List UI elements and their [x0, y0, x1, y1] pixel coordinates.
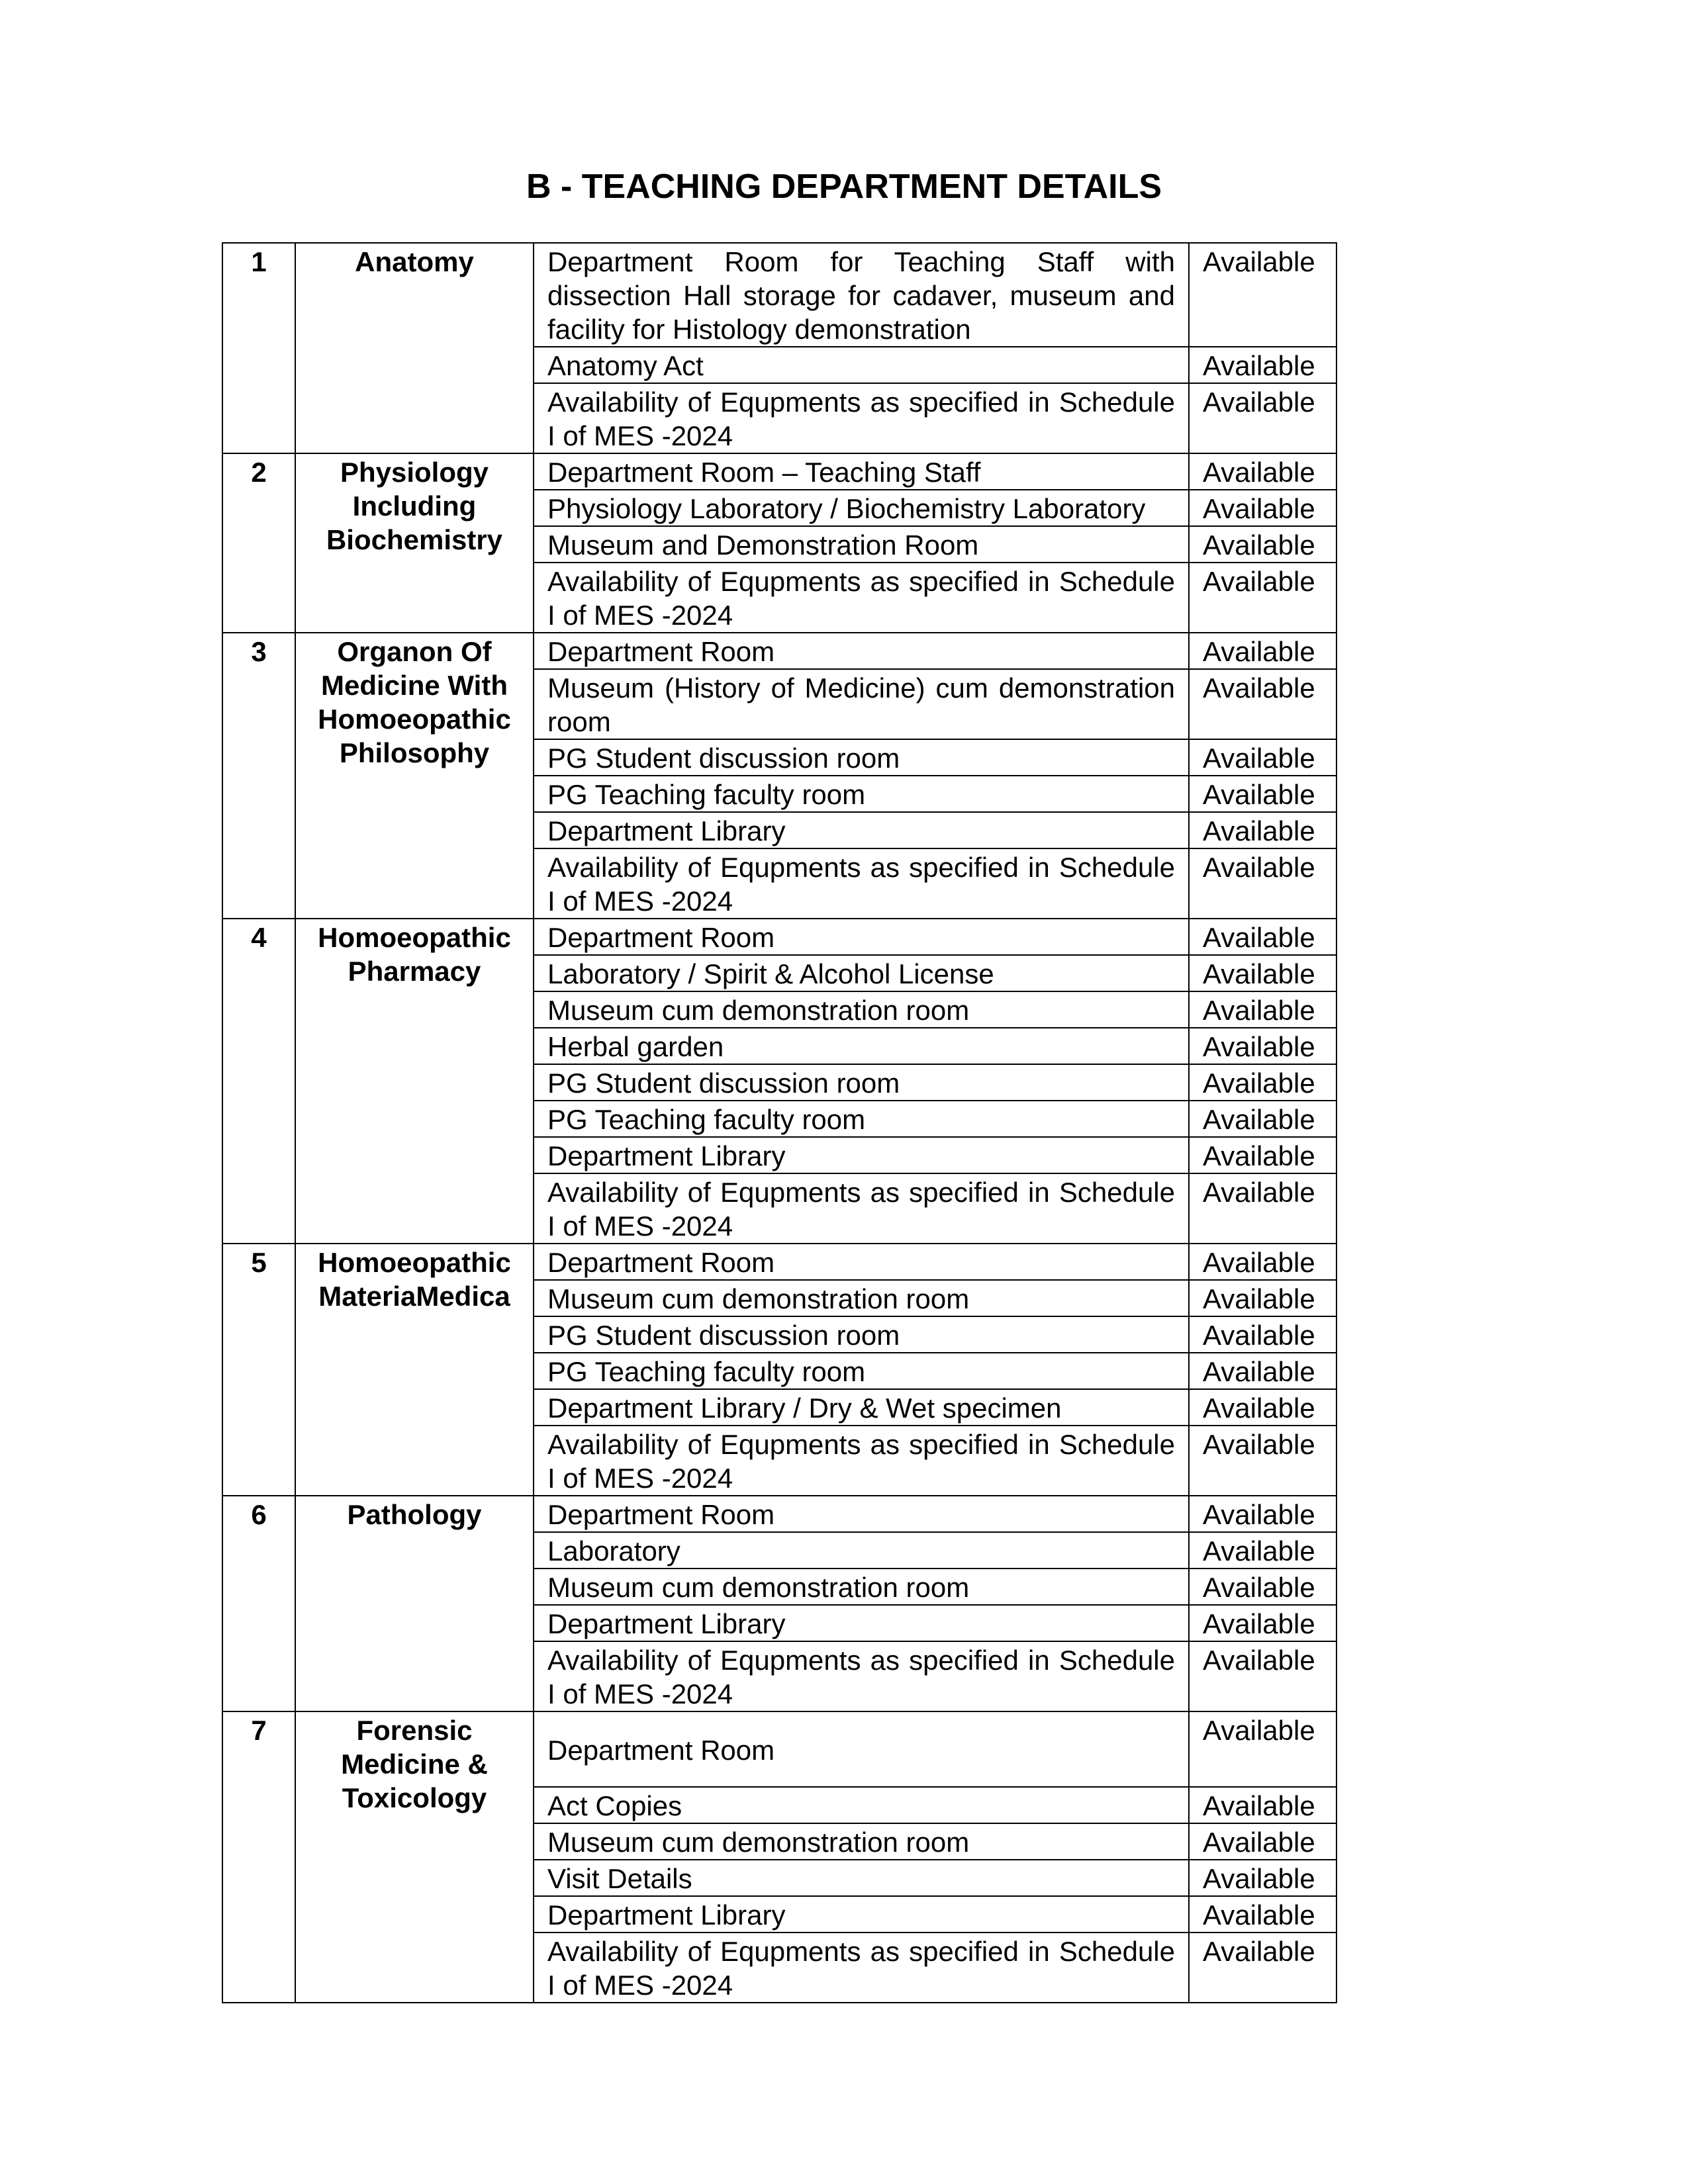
- availability-status: Available: [1189, 563, 1336, 633]
- availability-status: Available: [1189, 1496, 1336, 1532]
- department-name: Forensic Medicine & Toxicology: [295, 1711, 534, 2003]
- facility-item: Museum cum demonstration room: [534, 1280, 1189, 1316]
- department-name: Organon Of Medicine With Homoeopathic Philosophy: [295, 633, 534, 919]
- availability-status: Available: [1189, 1641, 1336, 1711]
- availability-status: Available: [1189, 1173, 1336, 1244]
- availability-status: Available: [1189, 1896, 1336, 1933]
- department-number: 3: [222, 633, 295, 919]
- facility-item: Department Room – Teaching Staff: [534, 453, 1189, 490]
- availability-status: Available: [1189, 1316, 1336, 1353]
- facility-item: Department Library: [534, 1137, 1189, 1173]
- availability-status: Available: [1189, 633, 1336, 669]
- facility-item: Availability of Equpments as specified in Schedule I of MES -2024: [534, 563, 1189, 633]
- facility-item: PG Student discussion room: [534, 1064, 1189, 1101]
- availability-status: Available: [1189, 453, 1336, 490]
- availability-status: Available: [1189, 1426, 1336, 1496]
- department-number: 1: [222, 243, 295, 453]
- facility-item: Visit Details: [534, 1860, 1189, 1896]
- availability-status: Available: [1189, 812, 1336, 848]
- availability-status: Available: [1189, 1787, 1336, 1823]
- availability-status: Available: [1189, 776, 1336, 812]
- table-row: [222, 1244, 1336, 1280]
- availability-status: Available: [1189, 1244, 1336, 1280]
- facility-item: Physiology Laboratory / Biochemistry Laboratory: [534, 490, 1189, 526]
- availability-status: Available: [1189, 739, 1336, 776]
- availability-status: Available: [1189, 347, 1336, 383]
- table-row: [222, 453, 1336, 490]
- facility-item: Department Room: [534, 1496, 1189, 1532]
- department-name: Anatomy: [295, 243, 534, 453]
- availability-status: Available: [1189, 490, 1336, 526]
- department-name: Homoeopathic MateriaMedica: [295, 1244, 534, 1496]
- facility-item: PG Student discussion room: [534, 739, 1189, 776]
- department-number: 6: [222, 1496, 295, 1711]
- availability-status: Available: [1189, 243, 1336, 347]
- facility-item: Availability of Equpments as specified in Schedule I of MES -2024: [534, 383, 1189, 453]
- availability-status: Available: [1189, 1101, 1336, 1137]
- facility-item: Department Room: [534, 1711, 1189, 1787]
- availability-status: Available: [1189, 1028, 1336, 1064]
- table-row: [222, 1711, 1336, 1787]
- availability-status: Available: [1189, 1353, 1336, 1389]
- availability-status: Available: [1189, 1064, 1336, 1101]
- availability-status: Available: [1189, 1280, 1336, 1316]
- table-row: [222, 633, 1336, 669]
- department-name: Pathology: [295, 1496, 534, 1711]
- department-name: Homoeopathic Pharmacy: [295, 919, 534, 1244]
- facility-item: Laboratory / Spirit & Alcohol License: [534, 955, 1189, 991]
- facility-item: Department Library / Dry & Wet specimen: [534, 1389, 1189, 1426]
- facility-item: Department Library: [534, 1605, 1189, 1641]
- department-number: 7: [222, 1711, 295, 2003]
- department-number: 4: [222, 919, 295, 1244]
- availability-status: Available: [1189, 1605, 1336, 1641]
- facility-item: Availability of Equpments as specified in Schedule I of MES -2024: [534, 1173, 1189, 1244]
- facility-item: Laboratory: [534, 1532, 1189, 1569]
- facility-item: PG Teaching faculty room: [534, 1101, 1189, 1137]
- table-row: [222, 919, 1336, 955]
- facility-item: Department Library: [534, 812, 1189, 848]
- facility-item: PG Teaching faculty room: [534, 1353, 1189, 1389]
- facility-item: Availability of Equpments as specified in Schedule I of MES -2024: [534, 1933, 1189, 2003]
- facility-item: Availability of Equpments as specified in Schedule I of MES -2024: [534, 848, 1189, 919]
- facility-item: Department Library: [534, 1896, 1189, 1933]
- facility-item: Museum cum demonstration room: [534, 1823, 1189, 1860]
- availability-status: Available: [1189, 1933, 1336, 2003]
- facility-item: Museum cum demonstration room: [534, 1569, 1189, 1605]
- facility-item: Anatomy Act: [534, 347, 1189, 383]
- facility-item: Department Room: [534, 633, 1189, 669]
- facility-item: Museum and Demonstration Room: [534, 526, 1189, 563]
- availability-status: Available: [1189, 848, 1336, 919]
- facility-item: Museum (History of Medicine) cum demonstration room: [534, 669, 1189, 739]
- department-number: 2: [222, 453, 295, 633]
- facility-item: Department Room: [534, 919, 1189, 955]
- availability-status: Available: [1189, 955, 1336, 991]
- facility-item: Department Room for Teaching Staff with dissection Hall storage for cadaver, museum and facility for Histology demonstration: [534, 243, 1189, 347]
- availability-status: Available: [1189, 383, 1336, 453]
- department-name: Physiology Including Biochemistry: [295, 453, 534, 633]
- facility-item: Availability of Equpments as specified in Schedule I of MES -2024: [534, 1426, 1189, 1496]
- availability-status: Available: [1189, 1389, 1336, 1426]
- facility-item: Act Copies: [534, 1787, 1189, 1823]
- availability-status: Available: [1189, 991, 1336, 1028]
- facility-item: Department Room: [534, 1244, 1189, 1280]
- availability-status: Available: [1189, 919, 1336, 955]
- availability-status: Available: [1189, 669, 1336, 739]
- availability-status: Available: [1189, 1137, 1336, 1173]
- availability-status: Available: [1189, 526, 1336, 563]
- facility-item: Herbal garden: [534, 1028, 1189, 1064]
- page-title: B - TEACHING DEPARTMENT DETAILS: [526, 167, 1162, 206]
- facility-item: Availability of Equpments as specified in Schedule I of MES -2024: [534, 1641, 1189, 1711]
- table-body: [222, 243, 1336, 2003]
- teaching-department-table: [222, 242, 1337, 2003]
- availability-status: Available: [1189, 1823, 1336, 1860]
- availability-status: Available: [1189, 1532, 1336, 1569]
- table-row: [222, 243, 1336, 347]
- availability-status: Available: [1189, 1860, 1336, 1896]
- facility-item: Museum cum demonstration room: [534, 991, 1189, 1028]
- availability-status: Available: [1189, 1711, 1336, 1787]
- department-number: 5: [222, 1244, 295, 1496]
- facility-item: PG Student discussion room: [534, 1316, 1189, 1353]
- facility-item: PG Teaching faculty room: [534, 776, 1189, 812]
- table-row: [222, 1496, 1336, 1532]
- availability-status: Available: [1189, 1569, 1336, 1605]
